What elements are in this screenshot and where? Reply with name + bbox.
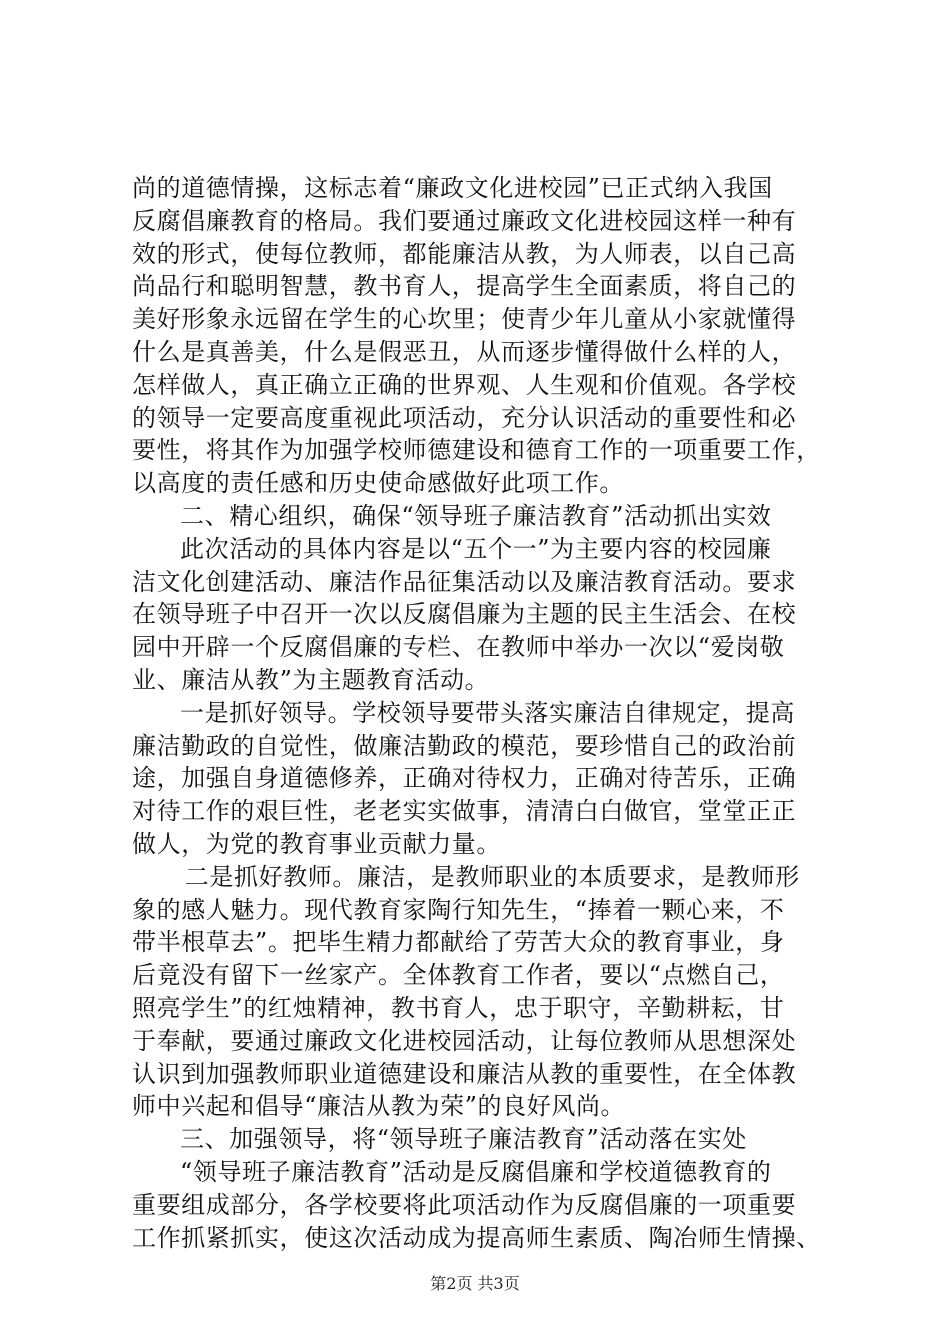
text-line: 在领导班子中召开一次以反腐倡廉为主题的民主生活会、在校 bbox=[132, 600, 797, 629]
text-line: 师中兴起和倡导“廉洁从教为荣”的良好风尚。 bbox=[132, 1092, 626, 1121]
text-line: 效的形式，使每位教师，都能廉洁从教，为人师表，以自己高 bbox=[132, 239, 797, 268]
text-line: 怎样做人，真正确立正确的世界观、人生观和价值观。各学校 bbox=[132, 370, 797, 399]
text-line: 此次活动的具体内容是以“五个一”为主要内容的校园廉 bbox=[180, 534, 772, 563]
text-line: 以高度的责任感和历史使命感做好此项工作。 bbox=[132, 469, 624, 498]
text-line: 反腐倡廉教育的格局。我们要通过廉政文化进校园这样一种有 bbox=[132, 206, 797, 235]
text-line: 重要组成部分，各学校要将此项活动作为反腐倡廉的一项重要 bbox=[132, 1190, 797, 1219]
text-line: 要性，将其作为加强学校师德建设和德育工作的一项重要工作， bbox=[132, 436, 821, 465]
text-line: 尚的道德情操，这标志着“廉政文化进校园”已正式纳入我国 bbox=[132, 174, 773, 202]
text-line: 带半根草去”。把毕生精力都献给了劳苦大众的教育事业，身 bbox=[132, 928, 785, 957]
text-line: 洁文化创建活动、廉洁作品征集活动以及廉洁教育活动。要求 bbox=[132, 567, 797, 596]
text-line: 后竟没有留下一丝家产。全体教育工作者，要以“点燃自己， bbox=[132, 961, 785, 990]
text-line: 业、廉洁从教”为主题教育活动。 bbox=[132, 665, 490, 694]
text-line: 园中开辟一个反腐倡廉的专栏、在教师中举办一次以“爱岗敬 bbox=[132, 633, 785, 662]
text-line: 做人，为党的教育事业贡献力量。 bbox=[132, 829, 501, 858]
text-line: 工作抓紧抓实，使这次活动成为提高师生素质、陶冶师生情操、 bbox=[132, 1223, 821, 1252]
text-line: 的领导一定要高度重视此项活动，充分认识活动的重要性和必 bbox=[132, 403, 797, 432]
text-line: 象的感人魅力。现代教育家陶行知先生，“捧着一颗心来，不 bbox=[132, 895, 785, 924]
text-line: 三、加强领导，将“领导班子廉洁教育”活动落在实处 bbox=[180, 1125, 747, 1154]
text-line: 对待工作的艰巨性，老老实实做事，清清白白做官，堂堂正正 bbox=[132, 797, 797, 826]
text-line: 二、精心组织，确保“领导班子廉洁教育”活动抓出实效 bbox=[180, 501, 772, 530]
text-line: 尚品行和聪明智慧，教书育人，提高学生全面素质，将自己的 bbox=[132, 272, 797, 301]
text-line: 廉洁勤政的自觉性，做廉洁勤政的模范，要珍惜自己的政治前 bbox=[132, 731, 797, 760]
text-line: “领导班子廉洁教育”活动是反腐倡廉和学校道德教育的 bbox=[180, 1157, 772, 1186]
text-line: 于奉献，要通过廉政文化进校园活动，让每位教师从思想深处 bbox=[132, 1026, 797, 1055]
text-line: 途，加强自身道德修养，正确对待权力，正确对待苦乐，正确 bbox=[132, 764, 797, 793]
document-body bbox=[132, 172, 837, 1254]
text-line: 美好形象永远留在学生的心坎里；使青少年儿童从小家就懂得 bbox=[132, 305, 797, 334]
text-line: 一是抓好领导。学校领导要带头落实廉洁自律规定，提高 bbox=[180, 698, 795, 727]
text-line: 二是抓好教师。廉洁，是教师职业的本质要求，是教师形 bbox=[184, 862, 800, 891]
text-line: 照亮学生”的红烛精神，教书育人，忠于职守，辛勤耕耘，甘 bbox=[132, 993, 785, 1022]
text-line: 什么是真善美，什么是假恶丑，从而逐步懂得做什么样的人， bbox=[132, 337, 797, 366]
text-line: 认识到加强教师职业道德建设和廉洁从教的重要性，在全体教 bbox=[132, 1059, 797, 1088]
page-footer: 第2页 共3页 bbox=[430, 1274, 520, 1293]
